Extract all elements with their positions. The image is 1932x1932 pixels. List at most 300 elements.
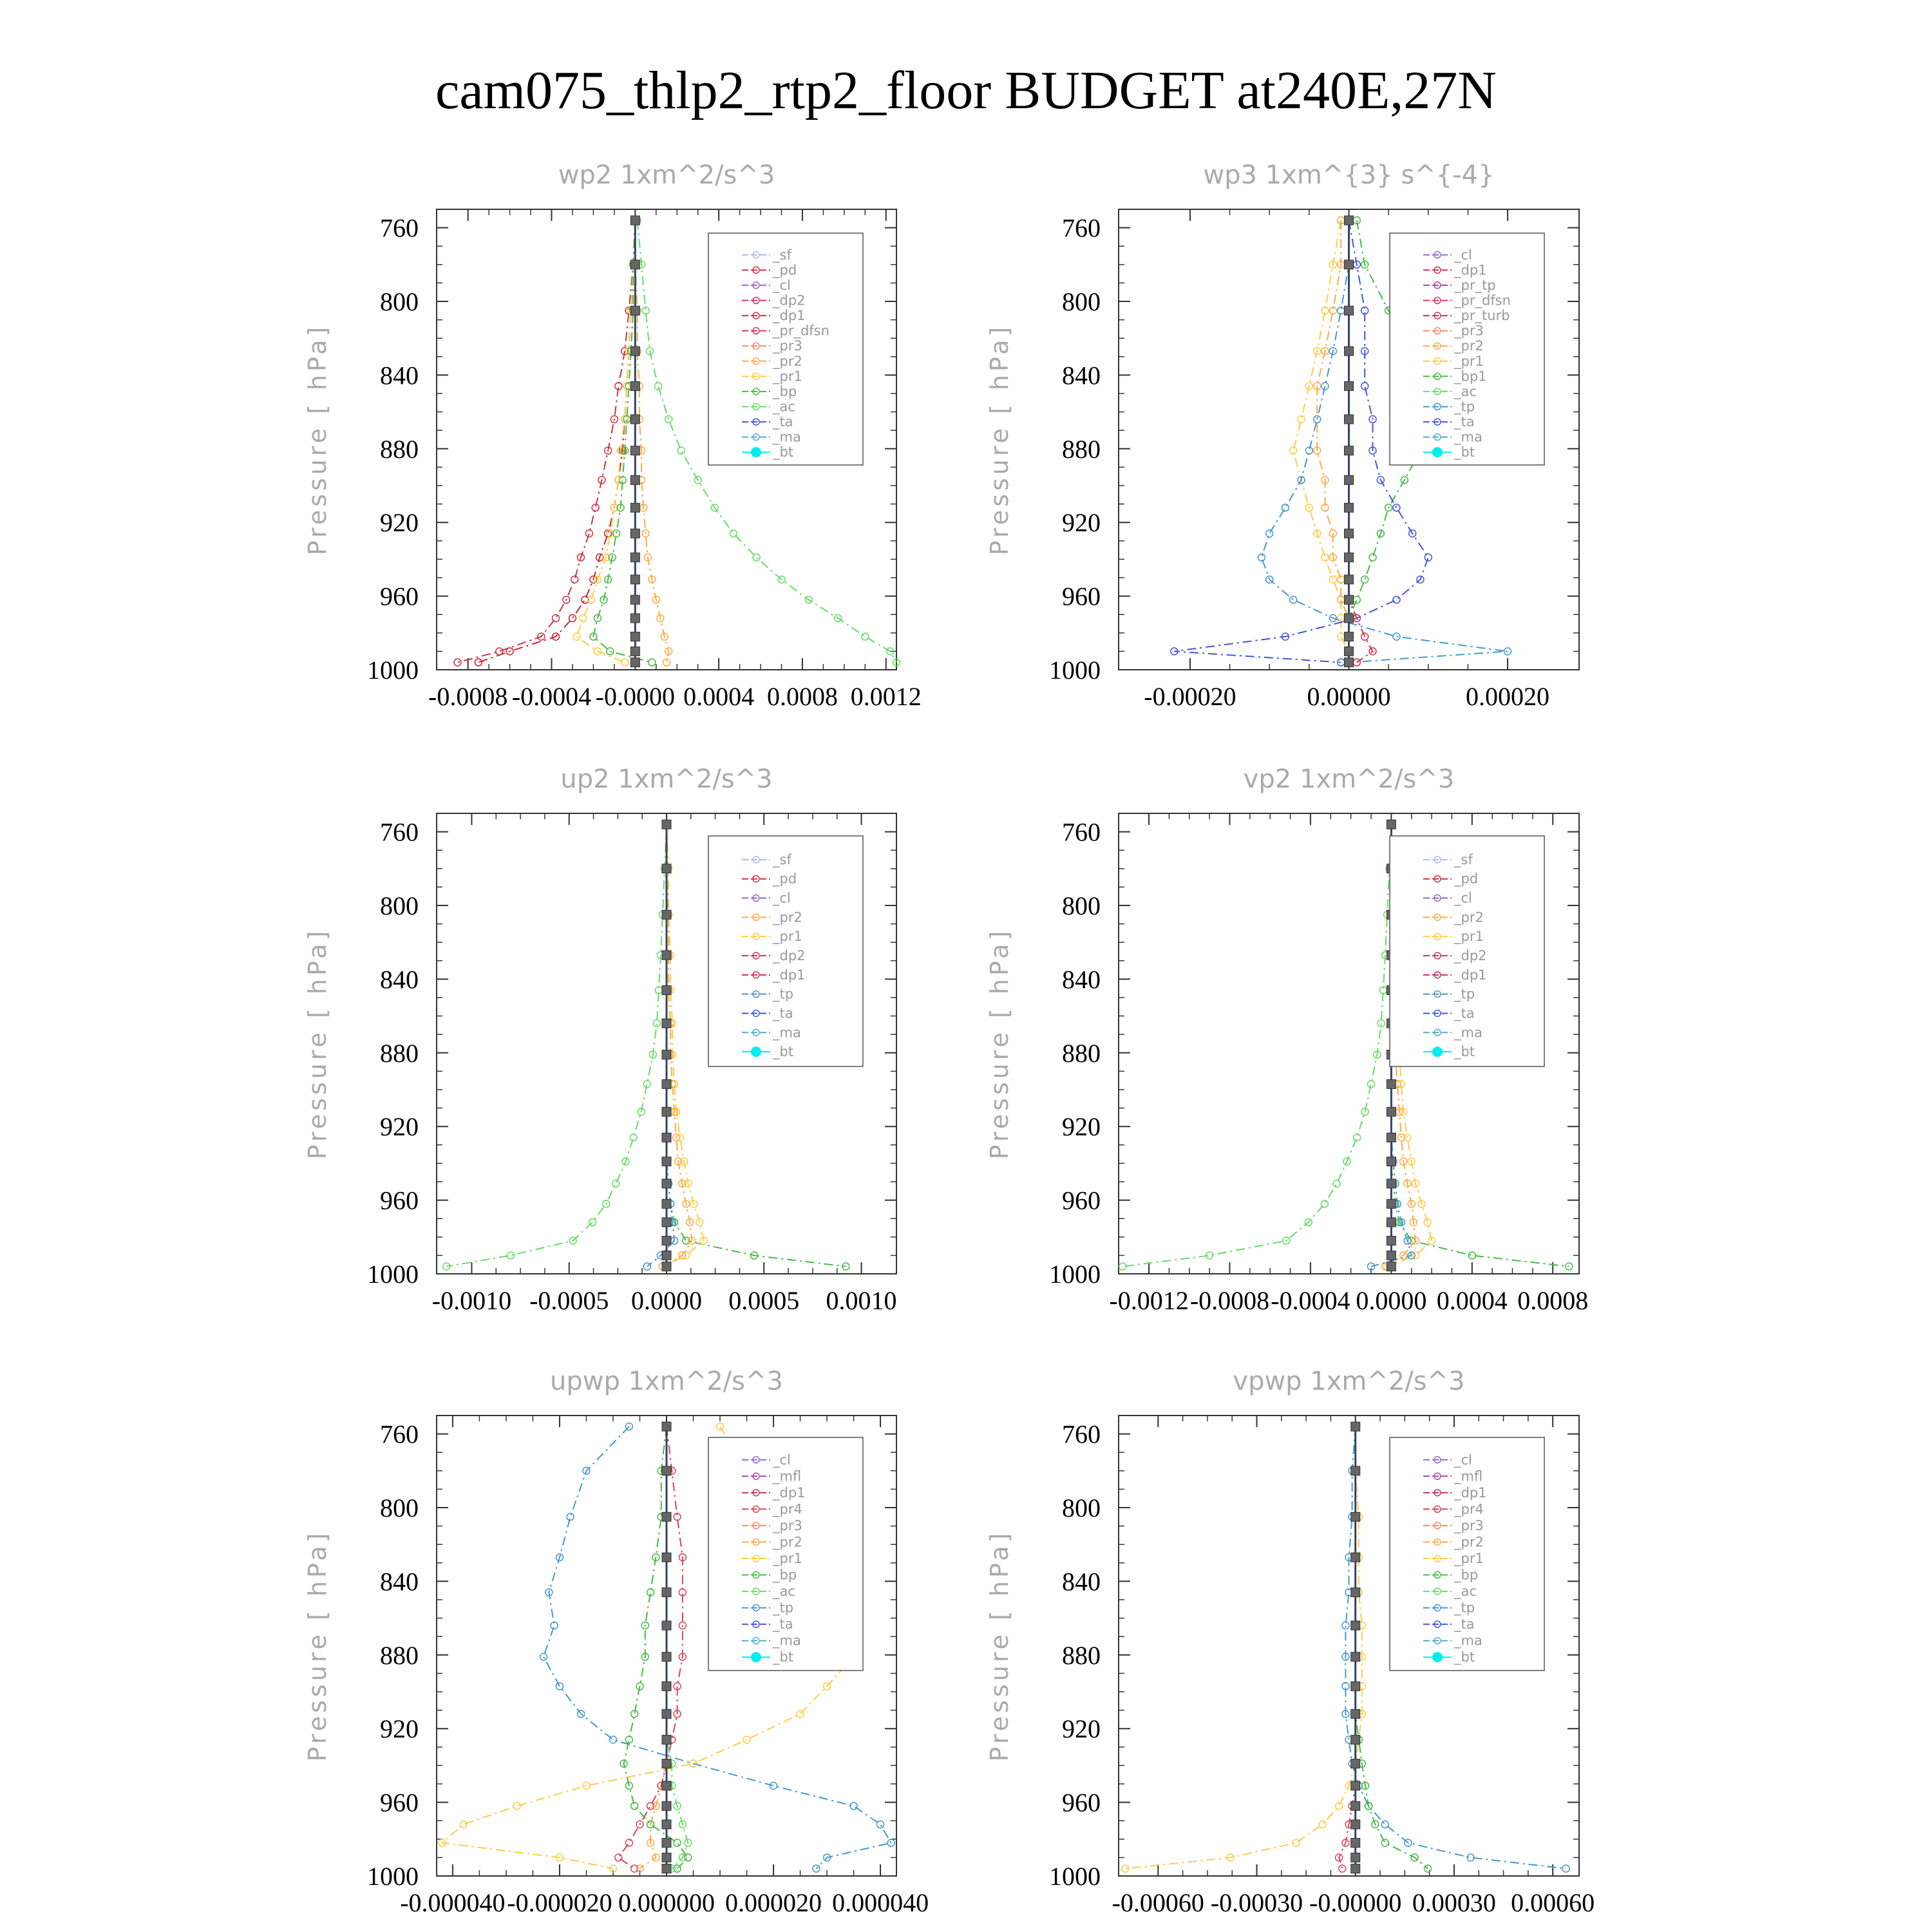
panel-title: wp3 1xm^{3} s^{-4} (1203, 160, 1495, 190)
series-marker (662, 1179, 671, 1188)
series-marker (1351, 1553, 1360, 1562)
legend-label: _dp1 (773, 1484, 806, 1501)
series-marker (662, 1133, 671, 1142)
legend-label: _ma (1454, 1025, 1482, 1041)
series-marker (1387, 820, 1396, 829)
series-marker (662, 1781, 671, 1790)
x-tick-label: 0.0008 (1517, 1286, 1589, 1315)
series-marker (1345, 446, 1354, 455)
series-marker (862, 633, 869, 640)
series-line-dp1 (1122, 824, 1391, 1266)
series-marker (630, 382, 639, 391)
x-tick-label: 0.00060 (1511, 1888, 1595, 1917)
series-marker (475, 659, 482, 666)
series-marker (1351, 1820, 1360, 1829)
series-marker (662, 1262, 671, 1271)
series-marker (630, 260, 639, 269)
x-tick-label: 0.0004 (683, 682, 755, 711)
legend (1390, 836, 1544, 1066)
legend-label: _pr2 (773, 909, 802, 925)
legend-label: _pr_tp (1454, 277, 1496, 293)
series-marker (662, 1853, 671, 1862)
legend-label: _pd (1454, 871, 1479, 887)
panel-title: up2 1xm^2/s^3 (560, 764, 773, 794)
series-marker (662, 1759, 671, 1768)
series-marker (1345, 382, 1354, 391)
series-marker (1351, 1621, 1360, 1630)
series-marker (625, 1839, 632, 1846)
panel-5 (303, 1367, 929, 1917)
series-marker (717, 1423, 724, 1430)
series-marker (662, 951, 671, 960)
y-tick-label: 1000 (1049, 1260, 1101, 1289)
legend-label: _cl (773, 1452, 791, 1468)
y-tick-label: 800 (1062, 891, 1101, 920)
series-marker (649, 659, 656, 666)
x-tick-label: -0.0000 (595, 682, 675, 711)
y-tick-label: 840 (380, 1567, 419, 1596)
series-marker (571, 576, 578, 583)
series-marker (662, 986, 671, 995)
legend-label: _ma (773, 429, 801, 445)
series-marker (662, 1157, 671, 1166)
figure-title: cam075_thlp2_rtp2_floor BUDGET at240E,27N (435, 61, 1497, 120)
legend-label: _pr3 (1454, 323, 1484, 339)
series-marker (877, 1821, 884, 1828)
legend-label: _pr3 (1454, 1517, 1484, 1533)
series-marker (615, 1854, 622, 1861)
series-marker (1387, 1157, 1396, 1166)
series-marker (1381, 1821, 1388, 1828)
series-marker (662, 864, 671, 873)
series-marker (1345, 475, 1354, 484)
y-axis-label: Pressure [ hPa] (303, 927, 332, 1160)
x-tick-label: -0.0012 (1109, 1286, 1189, 1315)
legend-label: _tp (1454, 1600, 1475, 1616)
series-marker (1425, 554, 1432, 561)
series-marker (540, 1653, 547, 1660)
x-tick-label: -0.00060 (1112, 1888, 1204, 1917)
legend-marker (751, 1652, 761, 1662)
series-marker (662, 1588, 671, 1597)
y-tick-label: 840 (380, 361, 419, 390)
series-marker (662, 910, 671, 919)
legend-label: _ac (1454, 1584, 1477, 1600)
series-line-pd (458, 220, 636, 662)
x-tick-label: -0.00000 (1309, 1888, 1402, 1917)
y-tick-label: 1000 (367, 656, 419, 685)
series-marker (662, 1251, 671, 1260)
legend-label: _ac (1454, 383, 1477, 399)
series-marker (1345, 529, 1354, 538)
series-marker (612, 1180, 620, 1187)
y-tick-label: 840 (380, 965, 419, 994)
series-marker (1351, 1681, 1360, 1690)
series-marker (621, 659, 629, 666)
series-marker (1345, 415, 1354, 424)
legend-label: _pr4 (1454, 1501, 1484, 1517)
series-marker (1381, 1839, 1388, 1846)
panel-2 (985, 160, 1579, 711)
series-marker (662, 1621, 671, 1630)
y-axis-label: Pressure [ hPa] (985, 323, 1014, 556)
series-marker (1345, 216, 1354, 225)
series-line-pr3 (635, 220, 668, 662)
series-marker (1345, 647, 1354, 656)
series-marker (630, 575, 639, 584)
panel-1 (303, 160, 922, 711)
y-axis-label: Pressure [ hPa] (985, 927, 1014, 1160)
series-marker (1345, 503, 1354, 512)
series-marker (1361, 576, 1368, 583)
legend-label: _sf (1454, 851, 1473, 867)
legend-label: _pr_dfsn (773, 323, 829, 339)
y-tick-label: 760 (380, 213, 419, 243)
legend-label: _ta (773, 1616, 793, 1633)
x-tick-label: 0.000040 (832, 1888, 929, 1917)
legend-label: _bp (1454, 1567, 1479, 1583)
legend-label: _bt (1454, 444, 1475, 460)
y-axis-label: Pressure [ hPa] (303, 1530, 332, 1762)
y-tick-label: 800 (1062, 1493, 1101, 1522)
series-marker (1387, 1133, 1396, 1142)
y-tick-label: 760 (1062, 213, 1101, 243)
series-marker (1351, 1781, 1360, 1790)
series-marker (1345, 346, 1354, 355)
y-tick-label: 880 (380, 434, 419, 464)
series-marker (662, 820, 671, 829)
y-tick-label: 920 (380, 1112, 419, 1142)
legend-label: _pr1 (1454, 1551, 1484, 1566)
x-tick-label: -0.000020 (507, 1888, 612, 1917)
series-marker (662, 1218, 671, 1227)
legend-label: _bt (773, 1649, 794, 1665)
legend-label: _bt (773, 444, 794, 460)
legend-label: _cl (773, 890, 791, 906)
series-marker (1351, 1709, 1360, 1718)
series-marker (1345, 614, 1354, 623)
series-marker (1353, 596, 1360, 603)
series-marker (662, 1709, 671, 1718)
series-marker (630, 306, 639, 315)
series-marker (630, 658, 639, 667)
series-marker (1258, 554, 1265, 561)
x-tick-label: 0.0005 (728, 1286, 800, 1315)
legend-label: _cl (773, 277, 791, 293)
panel-title: vpwp 1xm^2/s^3 (1233, 1367, 1465, 1396)
y-tick-label: 840 (1062, 1567, 1101, 1596)
legend (708, 836, 863, 1066)
series-marker (662, 1050, 671, 1059)
series-marker (1345, 595, 1354, 604)
legend-label: _ac (773, 1584, 795, 1600)
series-marker (580, 614, 587, 621)
y-tick-label: 960 (380, 1788, 419, 1817)
y-tick-label: 960 (1062, 1186, 1101, 1215)
y-tick-label: 840 (1062, 965, 1101, 994)
y-tick-label: 1000 (367, 1260, 419, 1289)
series-marker (630, 553, 639, 562)
series-marker (662, 1079, 671, 1088)
series-marker (1329, 576, 1336, 583)
series-marker (609, 1736, 616, 1743)
series-marker (887, 1839, 895, 1846)
series-marker (1351, 1801, 1360, 1810)
y-axis-label: Pressure [ hPa] (303, 323, 332, 556)
series-marker (730, 530, 737, 537)
x-tick-label: -0.0004 (1271, 1286, 1350, 1315)
x-tick-label: -0.00030 (1210, 1888, 1303, 1917)
legend-label: _sf (773, 247, 791, 263)
series-marker (630, 595, 639, 604)
series-marker (1321, 1200, 1328, 1208)
x-tick-label: -0.0004 (511, 682, 592, 711)
legend-label: _pr3 (773, 338, 802, 354)
x-tick-label: -0.0005 (529, 1286, 609, 1315)
x-tick-label: -0.0008 (1189, 1286, 1270, 1315)
legend-label: _ta (1454, 414, 1475, 430)
series-marker (1319, 1821, 1326, 1828)
series-marker (631, 1865, 638, 1872)
series-marker (1504, 648, 1511, 655)
y-tick-label: 960 (1062, 1788, 1101, 1817)
series-marker (1345, 632, 1354, 641)
y-tick-label: 1000 (1049, 1862, 1101, 1891)
y-tick-label: 1000 (367, 1862, 419, 1891)
x-tick-label: 0.000020 (725, 1888, 822, 1917)
series-marker (1387, 1079, 1396, 1088)
series-marker (662, 1236, 671, 1245)
legend-label: _ma (1454, 1633, 1482, 1649)
series-line-dp1 (446, 824, 667, 1266)
series-marker (630, 529, 639, 538)
series-marker (662, 1801, 671, 1810)
legend-label: _pr_turb (1454, 308, 1510, 324)
legend-label: _bt (1454, 1649, 1475, 1665)
y-tick-label: 960 (1062, 582, 1101, 611)
legend (1390, 233, 1544, 465)
series-marker (630, 475, 639, 484)
legend-label: _pr1 (1454, 929, 1484, 945)
legend-label: _pr2 (1454, 1534, 1484, 1550)
series-marker (1408, 1237, 1415, 1244)
legend-label: _pd (773, 262, 797, 278)
series-marker (655, 383, 662, 390)
panel-3 (303, 764, 897, 1315)
legend-label: _ta (773, 414, 793, 430)
series-marker (674, 1839, 681, 1846)
series-marker (630, 446, 639, 455)
series-marker (1336, 1803, 1343, 1810)
x-tick-label: 0.00020 (1466, 682, 1550, 711)
legend-label: _sf (773, 851, 791, 867)
series-marker (662, 1019, 671, 1028)
series-marker (1345, 260, 1354, 269)
series-line-dp2 (478, 220, 635, 662)
y-tick-label: 800 (380, 287, 419, 316)
series-marker (1342, 1622, 1349, 1629)
legend-label: _ac (773, 399, 795, 415)
legend-label: _ta (1454, 1005, 1475, 1021)
legend-label: _pr2 (773, 353, 802, 369)
x-tick-label: 0.0004 (1436, 1286, 1508, 1315)
panel-6 (985, 1367, 1595, 1917)
series-marker (1387, 1179, 1396, 1188)
legend-label: _ma (1454, 429, 1482, 445)
series-marker (1321, 554, 1329, 561)
legend-label: _dp2 (773, 292, 806, 308)
series-marker (1412, 1252, 1419, 1259)
series-marker (1351, 1588, 1360, 1597)
legend-label: _ma (773, 1025, 801, 1041)
legend-label: _tp (773, 1600, 794, 1616)
series-marker (607, 648, 614, 655)
series-marker (1339, 1865, 1346, 1872)
legend-label: _dp1 (773, 308, 806, 324)
series-marker (589, 1218, 596, 1226)
legend-label: _pr1 (773, 1551, 802, 1566)
legend-label: _dp1 (773, 967, 806, 983)
legend-label: _pd (773, 871, 797, 887)
y-tick-label: 840 (1062, 361, 1101, 390)
legend-label: _cl (1454, 890, 1472, 906)
series-marker (1387, 1236, 1396, 1245)
series-marker (1351, 1759, 1360, 1768)
series-marker (662, 1512, 671, 1521)
series-marker (662, 1820, 671, 1829)
legend-label: _mfl (1454, 1468, 1483, 1484)
legend-marker (751, 447, 761, 457)
y-tick-label: 960 (380, 1186, 419, 1215)
series-marker (460, 1821, 467, 1828)
panel-title: wp2 1xm^2/s^3 (558, 160, 775, 190)
series-marker (1345, 553, 1354, 562)
series-marker (1351, 1864, 1360, 1873)
x-tick-label: 0.000000 (618, 1888, 715, 1917)
x-tick-label: 0.0008 (766, 682, 838, 711)
series-marker (513, 1803, 520, 1810)
series-marker (1351, 1512, 1360, 1521)
series-marker (630, 216, 639, 225)
series-marker (1338, 576, 1345, 583)
legend-label: _mfl (773, 1468, 802, 1484)
series-marker (573, 633, 580, 640)
series-marker (1351, 1466, 1360, 1475)
legend-marker (751, 1046, 761, 1057)
series-marker (662, 1653, 671, 1662)
legend-label: _pr2 (773, 1534, 802, 1550)
legend (1390, 1437, 1544, 1671)
legend-label: _cl (1454, 1452, 1472, 1468)
y-tick-label: 800 (380, 891, 419, 920)
series-marker (1393, 596, 1400, 603)
series-marker (1387, 1199, 1396, 1208)
series-marker (1290, 596, 1297, 603)
series-marker (1387, 1218, 1396, 1227)
series-marker (630, 647, 639, 656)
y-tick-label: 920 (380, 508, 419, 538)
series-marker (662, 1199, 671, 1208)
series-line-pr1 (1125, 1426, 1362, 1868)
series-marker (625, 1423, 632, 1430)
legend-label: _ma (773, 1633, 801, 1649)
series-marker (1282, 504, 1289, 511)
series-marker (1345, 575, 1354, 584)
legend-label: _pr4 (773, 1501, 802, 1517)
y-tick-label: 920 (380, 1714, 419, 1744)
y-tick-label: 760 (1062, 1419, 1101, 1449)
series-marker (797, 1710, 804, 1718)
series-marker (1351, 1735, 1360, 1744)
series-marker (1387, 1251, 1396, 1260)
panel-title: vp2 1xm^2/s^3 (1243, 764, 1455, 794)
legend-label: _bt (773, 1044, 794, 1060)
y-tick-label: 800 (1062, 287, 1101, 316)
series-marker (1378, 1020, 1385, 1027)
x-tick-label: 0.0010 (826, 1286, 897, 1315)
series-marker (662, 1681, 671, 1690)
series-marker (1266, 530, 1273, 537)
x-tick-label: -0.00020 (1144, 682, 1236, 711)
series-marker (630, 346, 639, 355)
y-tick-label: 880 (380, 1038, 419, 1068)
y-tick-label: 920 (1062, 1112, 1101, 1142)
series-marker (647, 1803, 654, 1810)
legend (708, 1437, 863, 1671)
legend-label: _tp (1454, 986, 1475, 1002)
series-marker (662, 1864, 671, 1873)
series-marker (1354, 1134, 1361, 1141)
y-tick-label: 760 (1062, 817, 1101, 847)
legend (708, 233, 863, 465)
legend-label: _bp (773, 1567, 797, 1583)
legend-label: _ta (773, 1005, 793, 1021)
series-marker (630, 632, 639, 641)
series-marker (1345, 658, 1354, 667)
legend-marker (1432, 1652, 1443, 1662)
series-marker (585, 530, 592, 537)
x-tick-label: 0.0000 (631, 1286, 702, 1315)
y-tick-label: 880 (1062, 1640, 1101, 1670)
legend-marker (1432, 447, 1443, 457)
y-tick-label: 760 (380, 1419, 419, 1449)
series-marker (552, 614, 559, 621)
y-tick-label: 960 (380, 582, 419, 611)
series-marker (1387, 1107, 1396, 1116)
legend-label: _dp2 (1454, 948, 1487, 963)
series-marker (1351, 1653, 1360, 1662)
legend-label: _pr_dfsn (1454, 292, 1511, 308)
legend-label: _bp (773, 383, 797, 399)
x-tick-label: -0.0008 (428, 682, 508, 711)
legend-label: _pr2 (1454, 909, 1484, 925)
y-tick-label: 760 (380, 817, 419, 847)
series-marker (653, 1020, 660, 1027)
legend-label: _pr1 (773, 929, 802, 945)
series-marker (630, 503, 639, 512)
series-marker (569, 614, 576, 621)
series-marker (677, 447, 685, 454)
series-marker (662, 1422, 671, 1431)
legend-label: _tp (773, 986, 794, 1002)
legend-label: _dp1 (1454, 967, 1487, 983)
series-marker (743, 1736, 750, 1743)
y-tick-label: 920 (1062, 508, 1101, 538)
series-marker (583, 1782, 590, 1789)
series-marker (1345, 306, 1354, 315)
series-marker (662, 1735, 671, 1744)
series-marker (1566, 1263, 1573, 1270)
